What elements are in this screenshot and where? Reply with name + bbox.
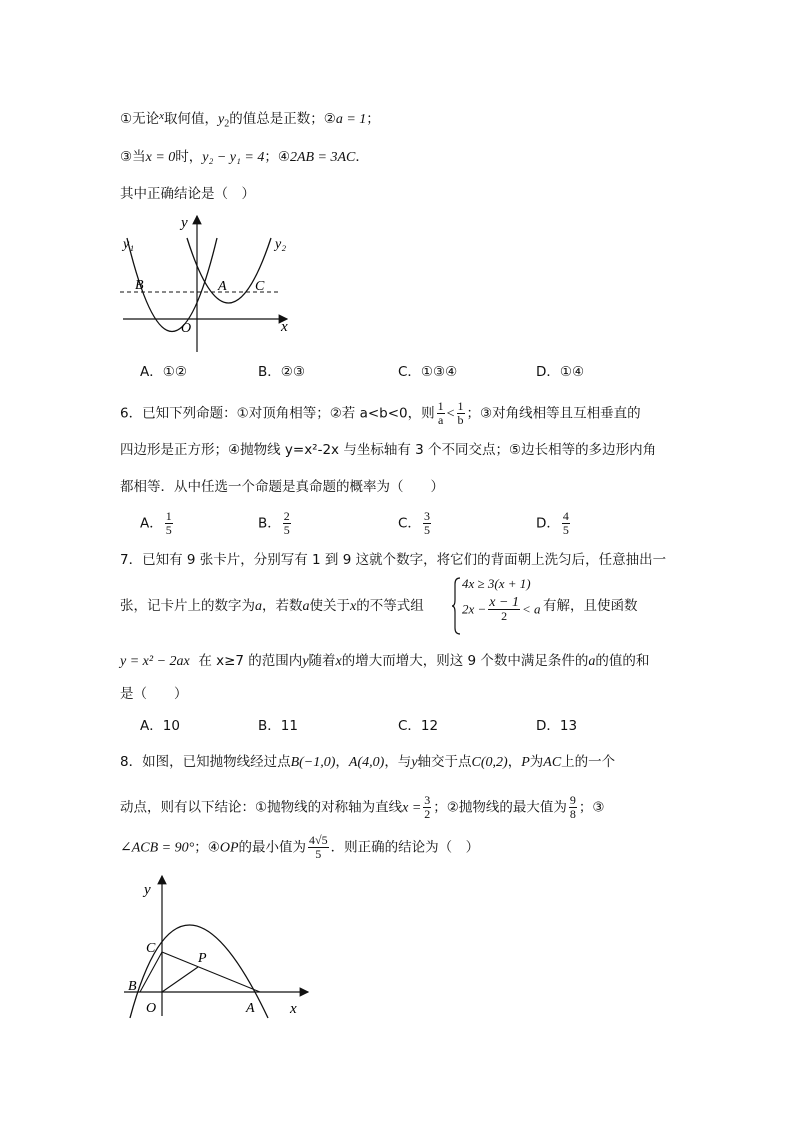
q7-option-d: D．13 (536, 718, 578, 734)
q8-line-2: 动点，则有以下结论：①抛物线的对称轴为直线x = $\frac{3}{2}$ ；②抛物线的最大值为 $\frac{9}{8}$ ；③ (120, 793, 605, 821)
q6-frac-1b: $\frac{1}{b}$ (457, 399, 464, 427)
q8-label-x: x (290, 1001, 297, 1017)
q5-graph (115, 210, 305, 360)
q7-line-3: y = x² − 2ax 在 x≥7 的范围内y随着x的增大而增大，则这 9 个数中满足条件的a的值的和 (120, 653, 650, 669)
q5-label-C: C (255, 279, 265, 294)
q5-option-d: D．①④ (536, 364, 585, 380)
q5-option-c: C．①③④ (398, 364, 458, 380)
q5-label-x: x (281, 319, 288, 335)
q7-brace (452, 576, 462, 636)
q6-option-a: A． $\frac{1}{5}$ (140, 509, 172, 537)
q5-label-B: B (135, 278, 144, 293)
q7-option-a: A．10 (140, 718, 180, 734)
q8-label-P: P (198, 951, 207, 966)
q8-line-1: 8．如图，已知抛物线经过点B(−1,0)，A(4,0)，与y轴交于点C(0,2)，P为AC上的一个 (120, 754, 616, 770)
q5-label-A: A (218, 279, 227, 294)
q5-label-y2: y₂ (275, 237, 287, 252)
q5-label-y: y (181, 215, 188, 231)
q6-option-c: C． $\frac{3}{5}$ (398, 509, 430, 537)
q5-line-3: 其中正确结论是（ ） (120, 186, 255, 202)
q6-option-b: B． $\frac{2}{5}$ (258, 509, 290, 537)
q8-label-O: O (146, 1001, 157, 1016)
q7-line-2: 张，记卡片上的数字为a，若数a使关于x的不等式组 (120, 598, 424, 614)
q6-option-d: D． $\frac{4}{5}$ (536, 509, 569, 537)
q5-label-y1: y₁ (123, 237, 135, 252)
q5-option-a: A．①② (140, 364, 187, 380)
q7-line-1: 7．已知有 9 张卡片，分别写有 1 到 9 这就个数字，将它们的背面朝上洗匀后，任意抽出一 (120, 552, 667, 568)
q8-label-C: C (146, 941, 156, 956)
q5-line-2: ③当x = 0时，y₂ − y₁ = 4；④2AB = 3AC． (120, 149, 369, 165)
q7-ineq-1: 4x ≥ 3(x + 1) (462, 576, 531, 591)
q7-ineq-2: 2x − $\frac{x - 1}{2}$ < a (462, 595, 541, 623)
q8-graph (120, 872, 320, 1020)
q8-line-3: ∠ACB = 90°；④OP的最小值为 $\frac{4√5}{5}$ ．则正确的结论为（ ） (120, 833, 480, 861)
q7-line-4: 是（ ） (120, 686, 188, 702)
q7-option-b: B．11 (258, 718, 298, 734)
q7-line-2-end: 有解，且使函数 (543, 598, 638, 614)
q6-line-1: 6．已知下列命题：①对顶角相等；②若 a<b<0，则 $\frac{1}{a}$ < $\frac{1}{b}$ ；③对角线相等且互相垂直的 (120, 399, 641, 427)
q8-segment-OP (162, 967, 198, 992)
q6-frac-1a: $\frac{1}{a}$ (437, 399, 444, 427)
q8-segment-CA (162, 952, 260, 992)
q8-segment-CB (140, 952, 162, 992)
q6-line-2: 四边形是正方形；④抛物线 y=x²-2x 与坐标轴有 3 个不同交点；⑤边长相等的多边形内角 (120, 442, 657, 458)
q8-label-B: B (128, 979, 137, 994)
q5-label-O: O (181, 321, 192, 336)
q7-option-c: C．12 (398, 718, 439, 734)
q5-option-b: B．②③ (258, 364, 305, 380)
q8-label-A: A (246, 1001, 255, 1016)
q6-line-3: 都相等．从中任选一个命题是真命题的概率为（ ） (120, 479, 444, 495)
q8-label-y: y (144, 882, 151, 898)
q5-line-1: ①无论$^x$取何值，$y_2$的值总是正数；②a = 1； (120, 110, 380, 130)
